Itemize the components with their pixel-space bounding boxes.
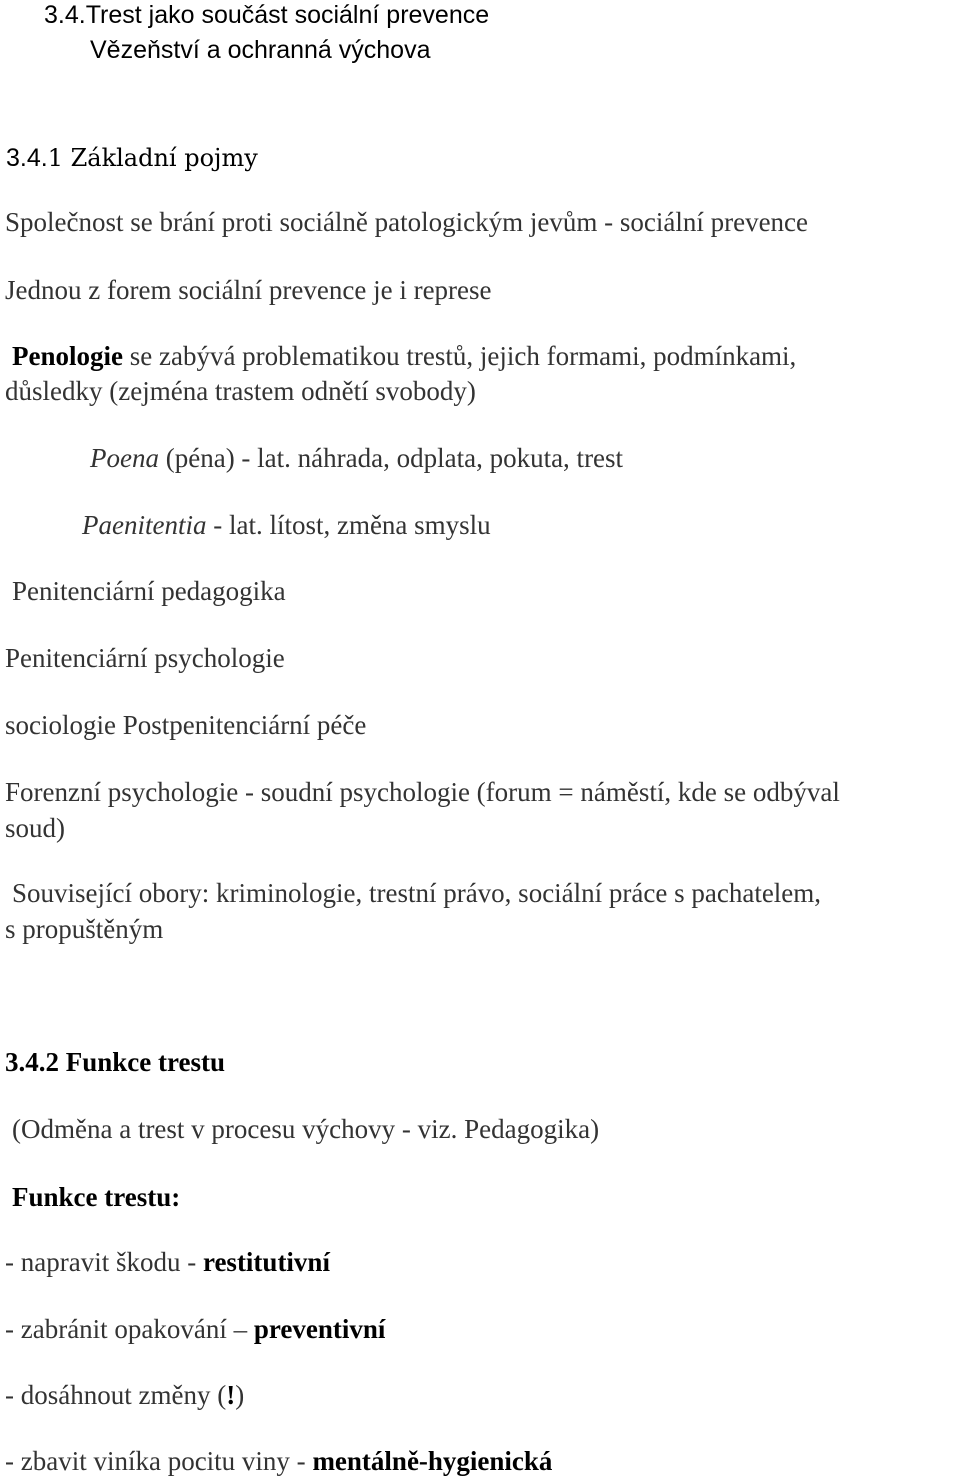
- paragraph-paenitentia: [82, 508, 491, 542]
- list-item: [5, 1312, 385, 1346]
- list-item-term: mentálně-hygienická: [312, 1446, 553, 1476]
- list-item-text: - napravit škodu -: [5, 1247, 203, 1277]
- section-subtitle: Vězeňství a ochranná výchova: [90, 36, 431, 64]
- heading-341: [6, 140, 258, 175]
- list-item-text: - zabránit opakování –: [5, 1314, 254, 1344]
- reward-punishment-note: (Odměna a trest v procesu výchovy - viz. Pedagogika): [12, 1114, 600, 1144]
- functions-list-title: Funkce trestu:: [12, 1182, 181, 1212]
- paragraph-society: Společnost se brání proti sociálně patologickým jevům - sociální prevence: [5, 207, 809, 237]
- section-title: 3.4.Trest jako součást sociální prevence: [44, 1, 490, 29]
- list-item-term: preventivní: [253, 1314, 386, 1344]
- heading-341-num: 3.4.: [6, 144, 48, 172]
- penologie-definition: se zabývá problematikou trestů, jejich formami, podmínkami,: [122, 341, 797, 371]
- paragraph-poena: [90, 441, 623, 475]
- term-paenitentia: Paenitentia: [82, 510, 207, 540]
- paragraph-forensic-cont: soud): [5, 813, 65, 843]
- term-postpenitentiary-care: sociologie Postpenitenciární péče: [5, 710, 367, 740]
- list-item-tail: ): [235, 1380, 245, 1410]
- term-penitentiary-psychology: Penitenciární psychologie: [5, 643, 285, 673]
- term-poena: Poena: [90, 443, 159, 473]
- heading-341-text: 1 Základní pojmy: [47, 144, 258, 172]
- term-penologie: Penologie: [12, 341, 123, 371]
- list-item-term: !: [226, 1380, 236, 1410]
- list-item-term: restitutivní: [202, 1247, 330, 1277]
- paragraph-repression: Jednou z forem sociální prevence je i represe: [5, 275, 492, 305]
- list-item: [5, 1245, 330, 1279]
- paragraph-penologie: [12, 339, 796, 373]
- list-item: [5, 1378, 244, 1412]
- poena-definition: (péna) - lat. náhrada, odplata, pokuta, trest: [158, 443, 624, 473]
- paragraph-related-fields-cont: s propuštěným: [5, 914, 164, 944]
- paragraph-forensic: Forenzní psychologie - soudní psychologie (forum = náměstí, kde se odbýval: [5, 777, 840, 807]
- term-penitentiary-pedagogy: Penitenciární pedagogika: [12, 576, 286, 606]
- penologie-definition-cont: důsledky (zejména trastem odnětí svobody): [5, 376, 476, 406]
- list-item: [5, 1444, 552, 1478]
- heading-342: 3.4.2 Funkce trestu: [5, 1047, 225, 1077]
- list-item-text: - zbavit viníka pocitu viny -: [5, 1446, 313, 1476]
- list-item-text: - dosáhnout změny (: [5, 1380, 227, 1410]
- paenitentia-definition: - lat. lítost, změna smyslu: [206, 510, 491, 540]
- paragraph-related-fields: Související obory: kriminologie, trestní právo, sociální práce s pachatelem,: [12, 878, 822, 908]
